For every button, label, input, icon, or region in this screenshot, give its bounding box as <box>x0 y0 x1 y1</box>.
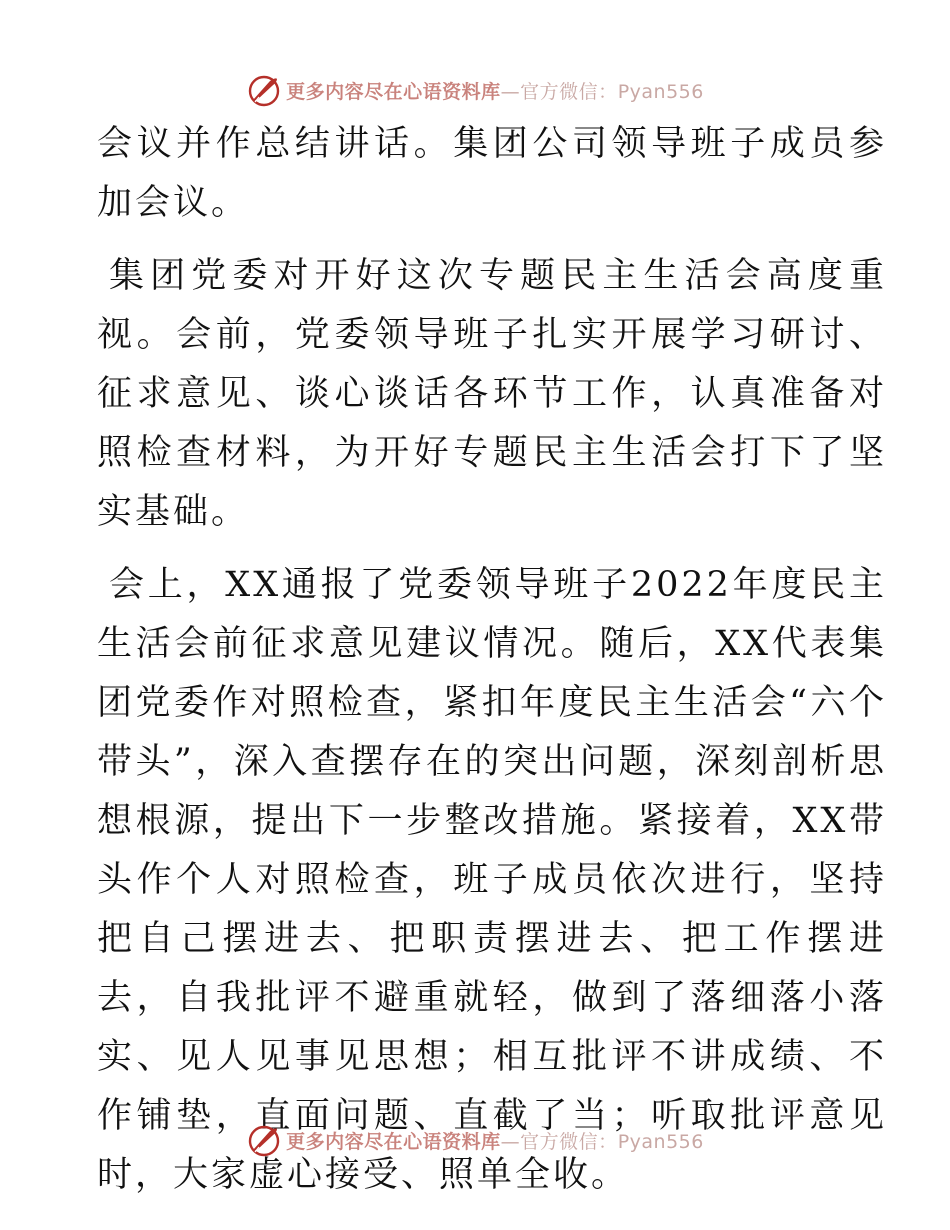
paragraph-3: 会上，XX通报了党委领导班子2022年度民主生活会前征求意见建议情况。随后，XX代表集团党委作对照检查，紧扣年度民主生活会“六个带头”，深入查摆存在的突出问题，深刻剖析思想根源，提出下一步整改措施。紧接着，XX带头作个人对照检查，班子成员依次进行，坚持把自己摆进去、把职责摆进去、把工作摆进去，自我批评不避重就轻，做到了落细落小落实、见人见事见思想；相互批评不讲成绩、不作铺垫，直面问题、直截了当；听取批评意见时，大家虚心接受、照单全收。 <box>97 565 887 1195</box>
watermark-separator: — <box>500 1130 521 1153</box>
quill-logo-icon <box>246 72 282 108</box>
watermark-wechat-id: Pyan556 <box>617 80 704 103</box>
footer-watermark <box>0 1120 950 1160</box>
watermark-brand: 更多内容尽在心语资料库 <box>286 1130 501 1153</box>
watermark-wechat-id: Pyan556 <box>617 1130 704 1153</box>
watermark-wechat-label: 官方微信： <box>520 80 618 103</box>
watermark-text <box>286 77 704 104</box>
quill-logo-icon <box>246 1122 282 1158</box>
watermark-wechat-label: 官方微信： <box>520 1130 618 1153</box>
watermark-separator: — <box>500 80 521 103</box>
header-watermark <box>0 70 950 110</box>
paragraph-1: 会议并作总结讲话。集团公司领导班子成员参加会议。 <box>97 124 887 223</box>
paragraph-2: 集团党委对开好这次专题民主生活会高度重视。会前，党委领导班子扎实开展学习研讨、征求意见、谈心谈话各环节工作，认真准备对照检查材料，为开好专题民主生活会打下了坚实基础。 <box>97 256 887 532</box>
watermark-brand: 更多内容尽在心语资料库 <box>286 80 501 103</box>
document-body <box>97 115 887 1219</box>
watermark-text <box>286 1127 704 1154</box>
